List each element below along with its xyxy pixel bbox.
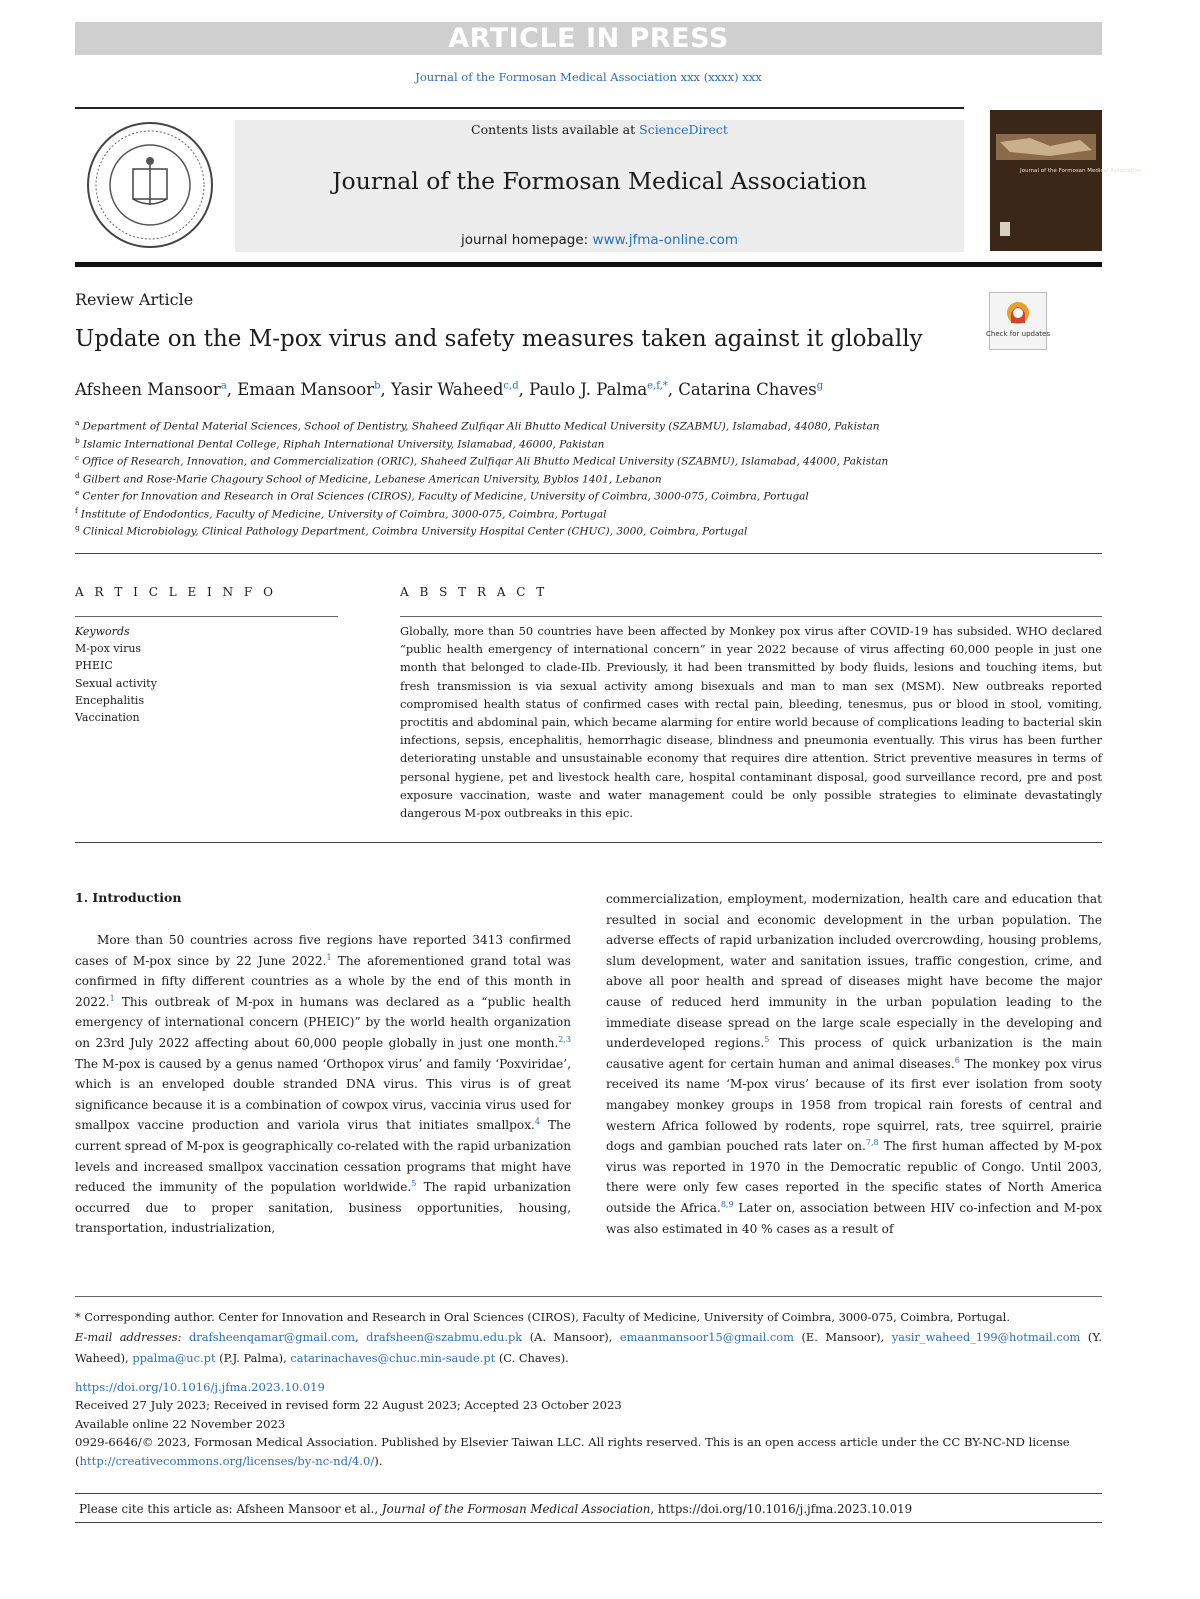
- article-info-rule: [75, 616, 338, 617]
- corresponding-author-text: * Corresponding author. Center for Innovation and Research in Oral Sciences (CIROS), Faculty of Medicine, University of Coimbra, 3000-075, Coimbra, Portugal.: [75, 1310, 1010, 1324]
- citation-journal: Journal of the Formosan Medical Association: [381, 1502, 651, 1516]
- keyword: Encephalitis: [75, 693, 145, 707]
- body-text: The first human affected by M-pox virus was reported in 1970 in the Democratic republic of Congo. Until 2003, there were only few cases reported in the specific states of North America outside the Africa.: [606, 1139, 1102, 1215]
- keyword: Sexual activity: [75, 676, 157, 690]
- affiliation-text: Clinical Microbiology, Clinical Pathology Department, Coimbra University Hospital Center (CHUC), 3000, Coimbra, Portugal: [82, 525, 748, 538]
- author-affiliation-mark[interactable]: c,d: [503, 380, 519, 392]
- sciencedirect-link[interactable]: ScienceDirect: [639, 122, 728, 137]
- affiliation-mark: e: [75, 488, 80, 497]
- affiliation-mark: c: [75, 453, 80, 462]
- available-online: Available online 22 November 2023: [75, 1416, 286, 1431]
- email-owner: (A. Mansoor),: [522, 1330, 620, 1345]
- email-link[interactable]: drafsheen@szabmu.edu.pk: [366, 1330, 523, 1345]
- body-text: The aforementioned grand total was confirmed in fifty different countries as a whole by the end of this month in 2022.: [75, 953, 571, 1009]
- citation-ref[interactable]: 4: [534, 1117, 540, 1127]
- journal-reference[interactable]: Journal of the Formosan Medical Association xxx (xxxx) xxx: [415, 70, 762, 84]
- received-dates: Received 27 July 2023; Received in revised form 22 August 2023; Accepted 23 October 2023: [75, 1398, 622, 1413]
- abstract-label: A B S T R A C T: [400, 585, 548, 599]
- affiliation-text: Department of Dental Material Sciences, School of Dentistry, Shaheed Zulfiqar Ali Bhutto Medical University (SZABMU), Islamabad, 44080, Pakistan: [82, 420, 880, 433]
- affiliation: [75, 506, 606, 521]
- body-text: This process of quick urbanization is the main causative agent for certain human and animal diseases.: [606, 1036, 1102, 1071]
- author-name[interactable]: Emaan Mansoor: [237, 380, 375, 399]
- keyword: M-pox virus: [75, 642, 142, 656]
- citation-ref[interactable]: 5: [411, 1179, 417, 1189]
- citation-prefix: Please cite this article as: Afsheen Mansoor et al.,: [79, 1502, 382, 1516]
- keywords-list: [75, 623, 157, 726]
- citation-ref[interactable]: 2,3: [558, 1034, 571, 1044]
- masthead-bottom-rule: [75, 262, 1102, 267]
- body-text: The current spread of M-pox is geographically co-related with the rapid urbanization levels and increased smallpox vaccination cessation programs that might have reduced the immunity of the population worldwide.: [75, 1118, 571, 1195]
- body-text: This outbreak of M-pox in humans was declared as a “public health emergency of international concern (PHEIC)” by the world health organization on 23rd July 2022 affecting about 60,000 people globally in just one month.: [75, 994, 571, 1050]
- body-text: More than 50 countries across five regions have reported 3413 confirmed cases of M-pox since by 22 June 2022.: [75, 933, 571, 968]
- affiliation-text: Islamic International Dental College, Riphah International University, Islamabad, 46000, Pakistan: [82, 438, 605, 450]
- author-list: Afsheen Mansoor$^a$, Emaan Mansoor$^b$, Yasir Waheed$^{c,d}$, Paulo J. Palma$^{e,f,*}$, Catarina Chaves$^g$: [75, 380, 824, 399]
- affiliation-text: Center for Innovation and Research in Oral Sciences (CIROS), Faculty of Medicine, University of Coimbra, 3000-075, Coimbra, Portugal: [82, 490, 809, 503]
- check-for-updates-label: Check for updates: [986, 330, 1050, 338]
- intro-right-column: [606, 889, 1102, 1239]
- article-info-label: A R T I C L E I N F O: [75, 585, 277, 599]
- email-owner: (E. Mansoor),: [793, 1330, 892, 1345]
- journal-title: Journal of the Formosan Medical Association: [332, 167, 867, 195]
- email-link[interactable]: ppalma@uc.pt: [132, 1350, 216, 1365]
- keywords-heading: Keywords: [75, 625, 130, 638]
- citation-box: [75, 1493, 1102, 1523]
- affiliation-text: Institute of Endodontics, Faculty of Medicine, University of Coimbra, 3000-075, Coimbra, Portugal: [80, 508, 607, 520]
- intro-left-column: [75, 930, 571, 1239]
- affiliation-mark: b: [75, 435, 80, 445]
- article-type: Review Article: [75, 290, 194, 309]
- citation-ref[interactable]: 8,9: [720, 1199, 734, 1209]
- author-affiliation-mark[interactable]: a: [220, 380, 227, 392]
- affiliation-text: Gilbert and Rose-Marie Chagoury School of Medicine, Lebanese American University, Byblos 1401, Lebanon: [82, 473, 662, 485]
- email-link[interactable]: yasir_waheed_199@hotmail.com: [891, 1330, 1081, 1345]
- affiliation: [75, 436, 604, 451]
- body-text: The M-pox is caused by a genus named ‘Orthopox virus’ and family ‘Poxviridae’, which is an enveloped double stranded DNA virus. This virus is of great significance because it is a combination of cowpox virus, vaccinia virus used for smallpox vaccine production and variola virus that initiates smallpox.: [75, 1056, 571, 1133]
- society-seal-icon: [75, 117, 225, 254]
- introduction-heading: 1. Introduction: [75, 890, 182, 905]
- author-name[interactable]: Paulo J. Palma: [529, 380, 648, 399]
- author-affiliation-mark[interactable]: e,f,*: [647, 380, 668, 392]
- email-owner: (Y. Waheed),: [75, 1330, 1102, 1365]
- article-title: Update on the M-pox virus and safety measures taken against it globally: [75, 326, 923, 352]
- body-text: Later on, association between HIV co-infection and M-pox was also estimated in 40 % cases as a result of: [606, 1200, 1103, 1236]
- affiliation: [75, 471, 662, 486]
- author-name[interactable]: Catarina Chaves: [678, 380, 817, 399]
- journal-homepage-line: [235, 232, 964, 248]
- body-text: The rapid urbanization occurred due to proper sanitation, business opportunities, housing, transportation, industrialization,: [75, 1180, 571, 1236]
- abstract-bottom-rule: [75, 842, 1102, 843]
- email-owner: (C. Chaves).: [495, 1350, 569, 1365]
- affiliation-mark: g: [75, 523, 80, 532]
- footnote-rule: [75, 1296, 1102, 1297]
- abstract-text: Globally, more than 50 countries have been affected by Monkey pox virus after COVID-19 has subsided. WHO declared “public health emergency of international concern” in year 2022 because of virus affecting 60,000 people in just one month that belonged to clade-IIb. Previously, it had been transmitted by body fluids, lesions and touching items, but fresh transmission is via sexual activity among bisexuals and man to man sex (MSM). New outbreaks reported compromised health status of confirmed cases with rectal pain, bleeding, tenesmus, pus or blood in stool, vomiting, proctitis and abdominal pain, which became alarming for entire world because of complications leading to bacterial skin infections, sepsis, encephalitis, hemorrhagic disease, blindness and pneumonia eventually. This virus has been further deteriorating unstable and unsustainable economy that requires dire attention. Strict preventive measures in terms of personal hygiene, pet and livestock health care, hospital contaminant disposal, good surveillance record, pre and post exposure vaccination, waste and water management could be only possible strategies to eliminate devastatingly dangerous M-pox outbreaks in this epic.: [400, 624, 1102, 821]
- affiliation: [75, 488, 809, 503]
- author-affiliation-mark[interactable]: b: [374, 380, 381, 392]
- email-label: E-mail addresses:: [75, 1330, 182, 1345]
- cover-title: Journal of the Formosan Medical Association: [1020, 168, 1142, 174]
- corresponding-author-footnote: [75, 1307, 1102, 1368]
- body-text: commercialization, employment, modernization, health care and education that resulted in social and economic development in the urban population. The adverse effects of rapid urbanization included overcrowding, housing problems, slum development, water and sanitation issues, traffic congestion, crime, and above all poor health and spread of diseases might have become the major cause of reduced herd immunity in the urban population leading to the immediate disease spread on the large scale especially in the developing and underdeveloped regions.: [606, 892, 1102, 1051]
- email-owner: (P.J. Palma),: [215, 1350, 291, 1365]
- affiliations-rule: [75, 553, 1102, 554]
- keyword: PHEIC: [75, 659, 113, 673]
- citation-ref[interactable]: 1: [326, 952, 332, 962]
- citation-ref[interactable]: 7,8: [865, 1138, 879, 1148]
- abstract-rule: [400, 616, 1102, 617]
- copyright-end: ).: [374, 1453, 383, 1468]
- masthead-top-rule: [75, 107, 964, 109]
- citation-suffix: , https://doi.org/10.1016/j.jfma.2023.10.019: [650, 1502, 913, 1516]
- affiliation: [75, 523, 747, 538]
- journal-cover-thumbnail[interactable]: [990, 110, 1142, 251]
- email-link[interactable]: drafsheenqamar@gmail.com: [188, 1330, 356, 1345]
- article-in-press-banner: ARTICLE IN PRESS: [75, 22, 1102, 55]
- doi-link[interactable]: https://doi.org/10.1016/j.jfma.2023.10.019: [75, 1380, 325, 1394]
- contents-available-line: [235, 122, 964, 137]
- author-affiliation-mark[interactable]: g: [816, 380, 824, 392]
- email-link[interactable]: catarinachaves@chuc.min-saude.pt: [290, 1350, 496, 1365]
- publication-info: [75, 1378, 1102, 1470]
- homepage-link[interactable]: www.jfma-online.com: [592, 232, 739, 248]
- check-for-updates-icon[interactable]: [986, 292, 1050, 350]
- citation-ref[interactable]: 5: [764, 1035, 770, 1045]
- body-text: The monkey pox virus received its name ‘M-pox virus’ because of its first ever isolation from sooty mangabey monkey groups in 1958 from tropical rain forests of central and western Africa followed by rodents, rope squirrel, rats, tree squirrel, prairie dogs and gambian pouched rats later on.: [606, 1056, 1102, 1154]
- homepage-prefix: journal homepage:: [460, 232, 593, 248]
- email-owner: ,: [355, 1330, 367, 1345]
- citation-ref[interactable]: 6: [954, 1055, 960, 1065]
- copyright-notice: [75, 1433, 1102, 1470]
- affiliation: [75, 453, 888, 468]
- keyword: Vaccination: [75, 711, 140, 725]
- citation-ref[interactable]: 1: [109, 993, 115, 1003]
- author-name[interactable]: Yasir Waheed: [391, 380, 504, 399]
- contents-prefix: Contents lists available at: [471, 122, 640, 137]
- email-link[interactable]: emaanmansoor15@gmail.com: [619, 1330, 794, 1345]
- author-name[interactable]: Afsheen Mansoor: [75, 380, 221, 399]
- license-link[interactable]: http://creativecommons.org/licenses/by-nc-nd/4.0/: [79, 1453, 375, 1468]
- affiliation-mark: d: [75, 470, 80, 480]
- copyright-text: 0929-6646/© 2023, Formosan Medical Association. Published by Elsevier Taiwan LLC. All rights reserved. This is an open access article under the CC BY-NC-ND license (: [75, 1435, 1070, 1468]
- affiliation-mark: a: [75, 418, 80, 427]
- affiliation-mark: f: [75, 505, 78, 515]
- affiliation: [75, 418, 880, 433]
- affiliation-text: Office of Research, Innovation, and Commercialization (ORIC), Shaheed Zulfiqar Ali Bhutto Medical University (SZABMU), Islamabad, 44000, Pakistan: [82, 455, 889, 468]
